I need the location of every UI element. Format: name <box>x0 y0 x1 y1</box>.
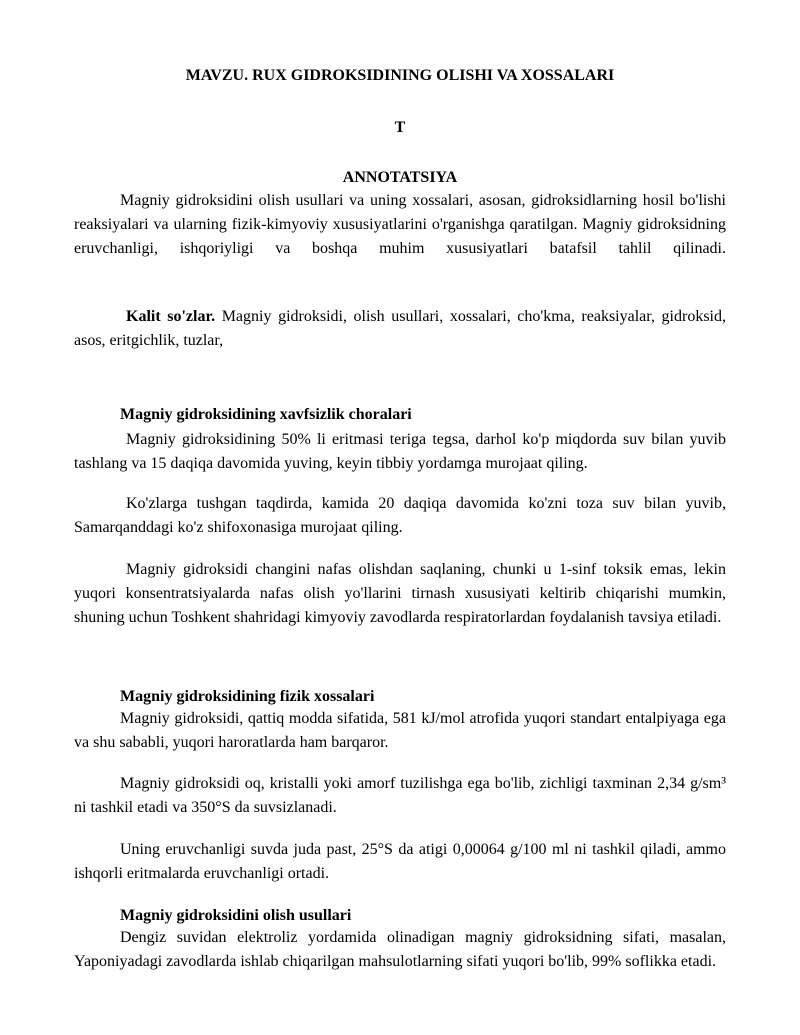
section-heading-safety: Magniy gidroksidining xavfsizlik choralari <box>120 406 412 423</box>
annotation-paragraph: Magniy gidroksidini olish usullari va uning xossalari, asosan, gidroksidlarning hosil bo'lishi reaksiyalari va ularning fizik-kimyoviy xususiyatlarini o'rganishga qaratilgan. Magniy gidroksidning eruvchanligi, ishqoriyligi va boshqa muhim xususiyatlari batafsil tahlil qilinadi. <box>74 192 726 257</box>
production-paragraph-1: Dengiz suvidan elektroliz yordamida olinadigan magniy gidroksidning sifati, masalan, Yaponiyadagi zavodlarda ishlab chiqarilgan mahsulotlarning sifati yuqori bo'lib, 99% soflikka etadi. <box>74 929 726 970</box>
keywords-text: Magniy gidroksidi, olish usullari, xossalari, cho'kma, reaksiyalar, gidroksid, asos, eritgichlik, tuzlar, <box>74 308 726 349</box>
physical-paragraph-2: Magniy gidroksidi oq, kristalli yoki amorf tuzilishga ega bo'lib, zichligi taxminan 2,34 g/sm³ ni tashkil etadi va 350°S da suvsizlanadi. <box>74 775 726 816</box>
keywords-label: Kalit so'zlar. <box>126 308 216 325</box>
physical-paragraph-3: Uning eruvchanligi suvda juda past, 25°S da atigi 0,00064 g/100 ml ni tashkil qiladi, ammo ishqorli eritmalarda eruvchanligi ortadi. <box>74 841 726 882</box>
safety-paragraph-3: Magniy gidroksidi changini nafas olishdan saqlaning, chunki u 1-sinf toksik emas, lekin yuqori konsentratsiyalarda nafas olish yo'llarini tirnash xususiyati keltirib chiqarishi mumkin, shuning uchun Toshkent shahridagi kimyoviy zavodlarda respiratorlardan foydalanish tavsiya etiladi. <box>74 561 726 626</box>
section-heading-production: Magniy gidroksidini olish usullari <box>120 907 352 924</box>
keywords-paragraph <box>74 305 726 353</box>
document-title: MAVZU. RUX GIDROKSIDINING OLISHI VA XOSSALARI <box>185 67 615 84</box>
safety-paragraph-1: Magniy gidroksidining 50% li eritmasi teriga tegsa, darhol ko'p miqdorda suv bilan yuvib tashlang va 15 daqiqa davomida yuving, keyin tibbiy yordamga murojaat qiling. <box>74 431 726 472</box>
section-heading-physical: Magniy gidroksidining fizik xossalari <box>120 688 375 705</box>
document-subtitle-letter: T <box>394 119 406 136</box>
annotation-heading: ANNOTATSIYA <box>342 169 458 186</box>
physical-paragraph-1: Magniy gidroksidi, qattiq modda sifatida, 581 kJ/mol atrofida yuqori standart entalpiyaga ega va shu sababli, yuqori haroratlarda ham barqaror. <box>74 710 726 751</box>
safety-paragraph-2: Ko'zlarga tushgan taqdirda, kamida 20 daqiqa davomida ko'zni toza suv bilan yuvib, Samarqanddagi ko'z shifoxonasiga murojaat qiling. <box>74 495 726 536</box>
